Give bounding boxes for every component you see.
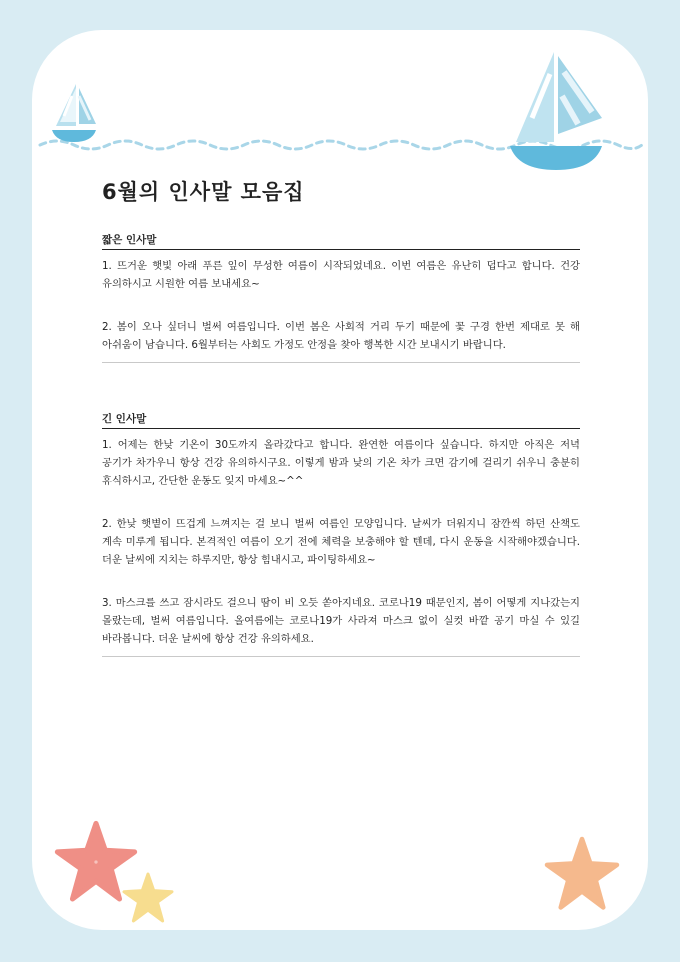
starfish-icon	[544, 836, 620, 912]
section-short-greetings	[102, 232, 580, 363]
section-long-greetings	[102, 411, 580, 657]
document-body	[102, 176, 580, 657]
section-heading: 긴 인사말	[102, 411, 580, 429]
starfish-icon	[122, 872, 174, 924]
paragraph: 3. 마스크를 쓰고 잠시라도 걸으니 땀이 비 오듯 쏟아지네요. 코로나19 때문인지, 봄이 어떻게 지나갔는지 몰랐는데, 벌써 여름입니다. 올여름에는 코로나19가 사라져 마스크 없이 실컷 바깥 공기 마실 수 있길 바라봅니다. 더운 날씨에 항상 건강 유의하세요.	[102, 597, 580, 645]
section-divider	[102, 362, 580, 363]
section-divider	[102, 656, 580, 657]
paragraph: 2. 봄이 오나 싶더니 벌써 여름입니다. 이번 봄은 사회적 거리 두기 때문에 꽃 구경 한번 제대로 못 해 아쉬움이 남습니다. 6월부터는 사회도 가정도 안정을 찾아 행복한 시간 보내시기 바랍니다.	[102, 321, 580, 351]
page-title: 6월의 인사말 모음집	[102, 180, 305, 204]
sailboat-icon	[50, 82, 100, 144]
paragraph: 2. 한낮 햇볕이 뜨겁게 느껴지는 걸 보니 벌써 여름인 모양입니다. 날씨가 더워지니 잠깐씩 하던 산책도 계속 미루게 됩니다. 본격적인 여름이 오기 전에 체력을 보충해야 할 텐데, 다시 운동을 시작해야겠습니다. 더운 날씨에 지치는 하루지만, 항상 힘내시고, 파이팅하세요~	[102, 518, 580, 566]
sailboat-icon	[506, 48, 606, 172]
paragraph: 1. 어제는 한낮 기온이 30도까지 올라갔다고 합니다. 완연한 여름이다 싶습니다. 하지만 아직은 저녁 공기가 차가우니 항상 건강 유의하시구요. 이렇게 밤과 낮의 기온 차가 크면 감기에 걸리기 쉬우니 충분히 휴식하시고, 간단한 운동도 잊지 마세요~^^	[102, 439, 580, 487]
section-heading: 짧은 인사말	[102, 232, 580, 250]
paragraph: 1. 뜨거운 햇빛 아래 푸른 잎이 무성한 여름이 시작되었네요. 이번 여름은 유난히 덥다고 합니다. 건강 유의하시고 시원한 여름 보내세요~	[102, 260, 580, 290]
